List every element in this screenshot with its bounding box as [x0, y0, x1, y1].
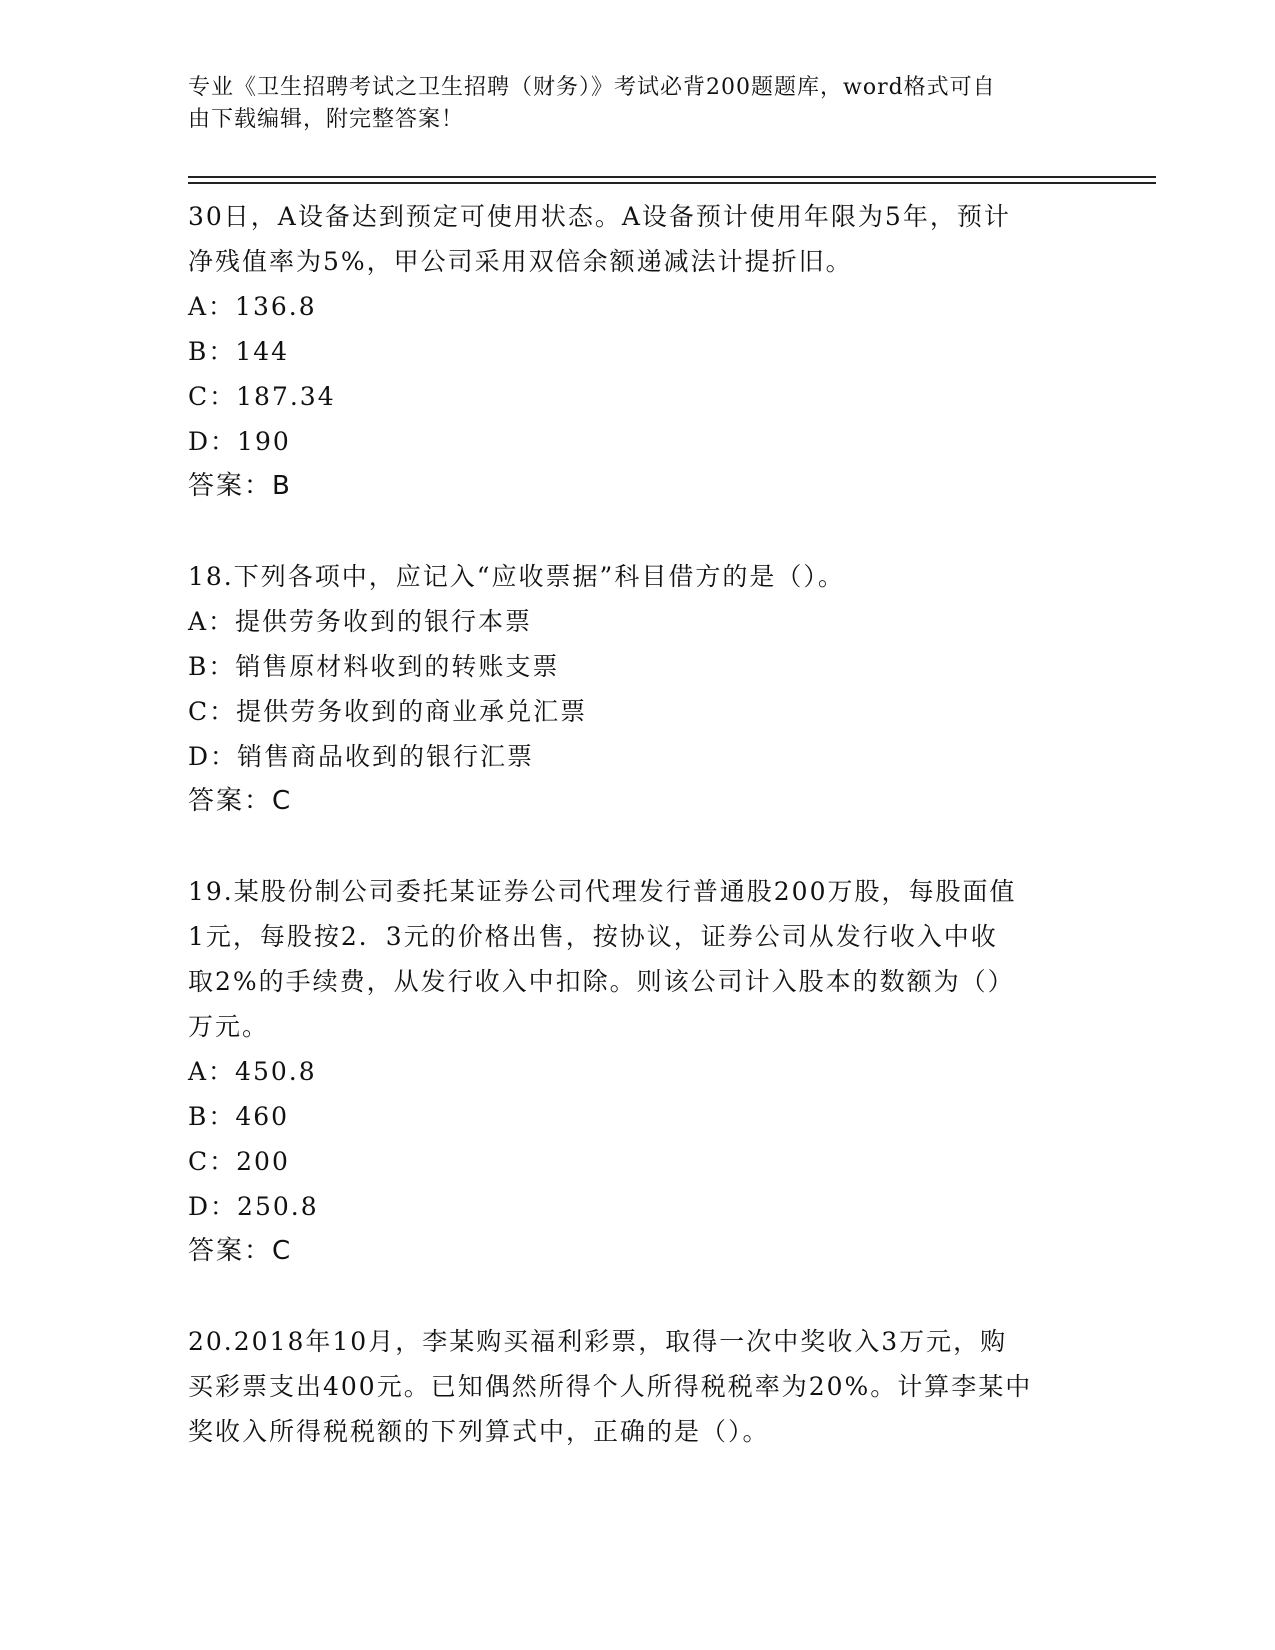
answer-label: 答案：C [188, 1236, 293, 1266]
question-19 [188, 869, 1088, 1274]
option-b: B：460 [188, 1102, 290, 1131]
option-c: C：提供劳务收到的商业承兑汇票 [188, 697, 588, 726]
option-a: A：136.8 [188, 292, 317, 321]
document-header [188, 72, 1088, 136]
option-b: B：销售原材料收到的转账支票 [188, 652, 560, 681]
question-list [188, 194, 1088, 1454]
answer-label: 答案：B [188, 471, 292, 501]
header-divider-bottom [188, 182, 1156, 184]
question-20 [188, 1319, 1088, 1454]
spacer [188, 1274, 1088, 1319]
question-18 [188, 554, 1088, 824]
option-c: C：187.34 [188, 382, 336, 411]
header-title-line-1: 专业《卫生招聘考试之卫生招聘（财务）》考试必背200题题库，word格式可自 [188, 75, 996, 100]
option-a: A：提供劳务收到的银行本票 [188, 607, 533, 636]
option-b: B：144 [188, 337, 290, 366]
question-stem-line: 奖收入所得税税额的下列算式中，正确的是（）。 [188, 1417, 770, 1446]
answer-label: 答案：C [188, 786, 293, 816]
question-stem-line: 30日，A设备达到预定可使用状态。A设备预计使用年限为5年，预计 [188, 202, 1011, 231]
option-d: D：190 [188, 427, 291, 456]
question-stem-line: 19.某股份制公司委托某证券公司代理发行普通股200万股，每股面值 [188, 877, 1017, 906]
option-c: C：200 [188, 1147, 290, 1176]
spacer [188, 509, 1088, 554]
option-d: D：250.8 [188, 1192, 319, 1221]
question-stem-line: 20.2018年10月，李某购买福利彩票，取得一次中奖收入3万元，购 [188, 1327, 1008, 1356]
header-divider-top [188, 176, 1156, 178]
spacer [188, 824, 1088, 869]
question-stem-line: 万元。 [188, 1012, 270, 1041]
question-stem-line: 净残值率为5%，甲公司采用双倍余额递减法计提折旧。 [188, 247, 853, 276]
question-stem-line: 买彩票支出400元。已知偶然所得个人所得税税率为20%。计算李某中 [188, 1372, 1033, 1401]
question-stem-line: 取2%的手续费，从发行收入中扣除。则该公司计入股本的数额为（） [188, 967, 1015, 996]
header-title-line-2: 由下载编辑，附完整答案！ [188, 107, 465, 132]
question-17 [188, 194, 1088, 509]
question-stem-line: 1元，每股按2．3元的价格出售，按协议，证券公司从发行收入中收 [188, 922, 998, 951]
option-d: D：销售商品收到的银行汇票 [188, 742, 535, 771]
option-a: A：450.8 [188, 1057, 317, 1086]
question-stem-line: 18.下列各项中，应记入“应收票据”科目借方的是（）。 [188, 562, 845, 591]
